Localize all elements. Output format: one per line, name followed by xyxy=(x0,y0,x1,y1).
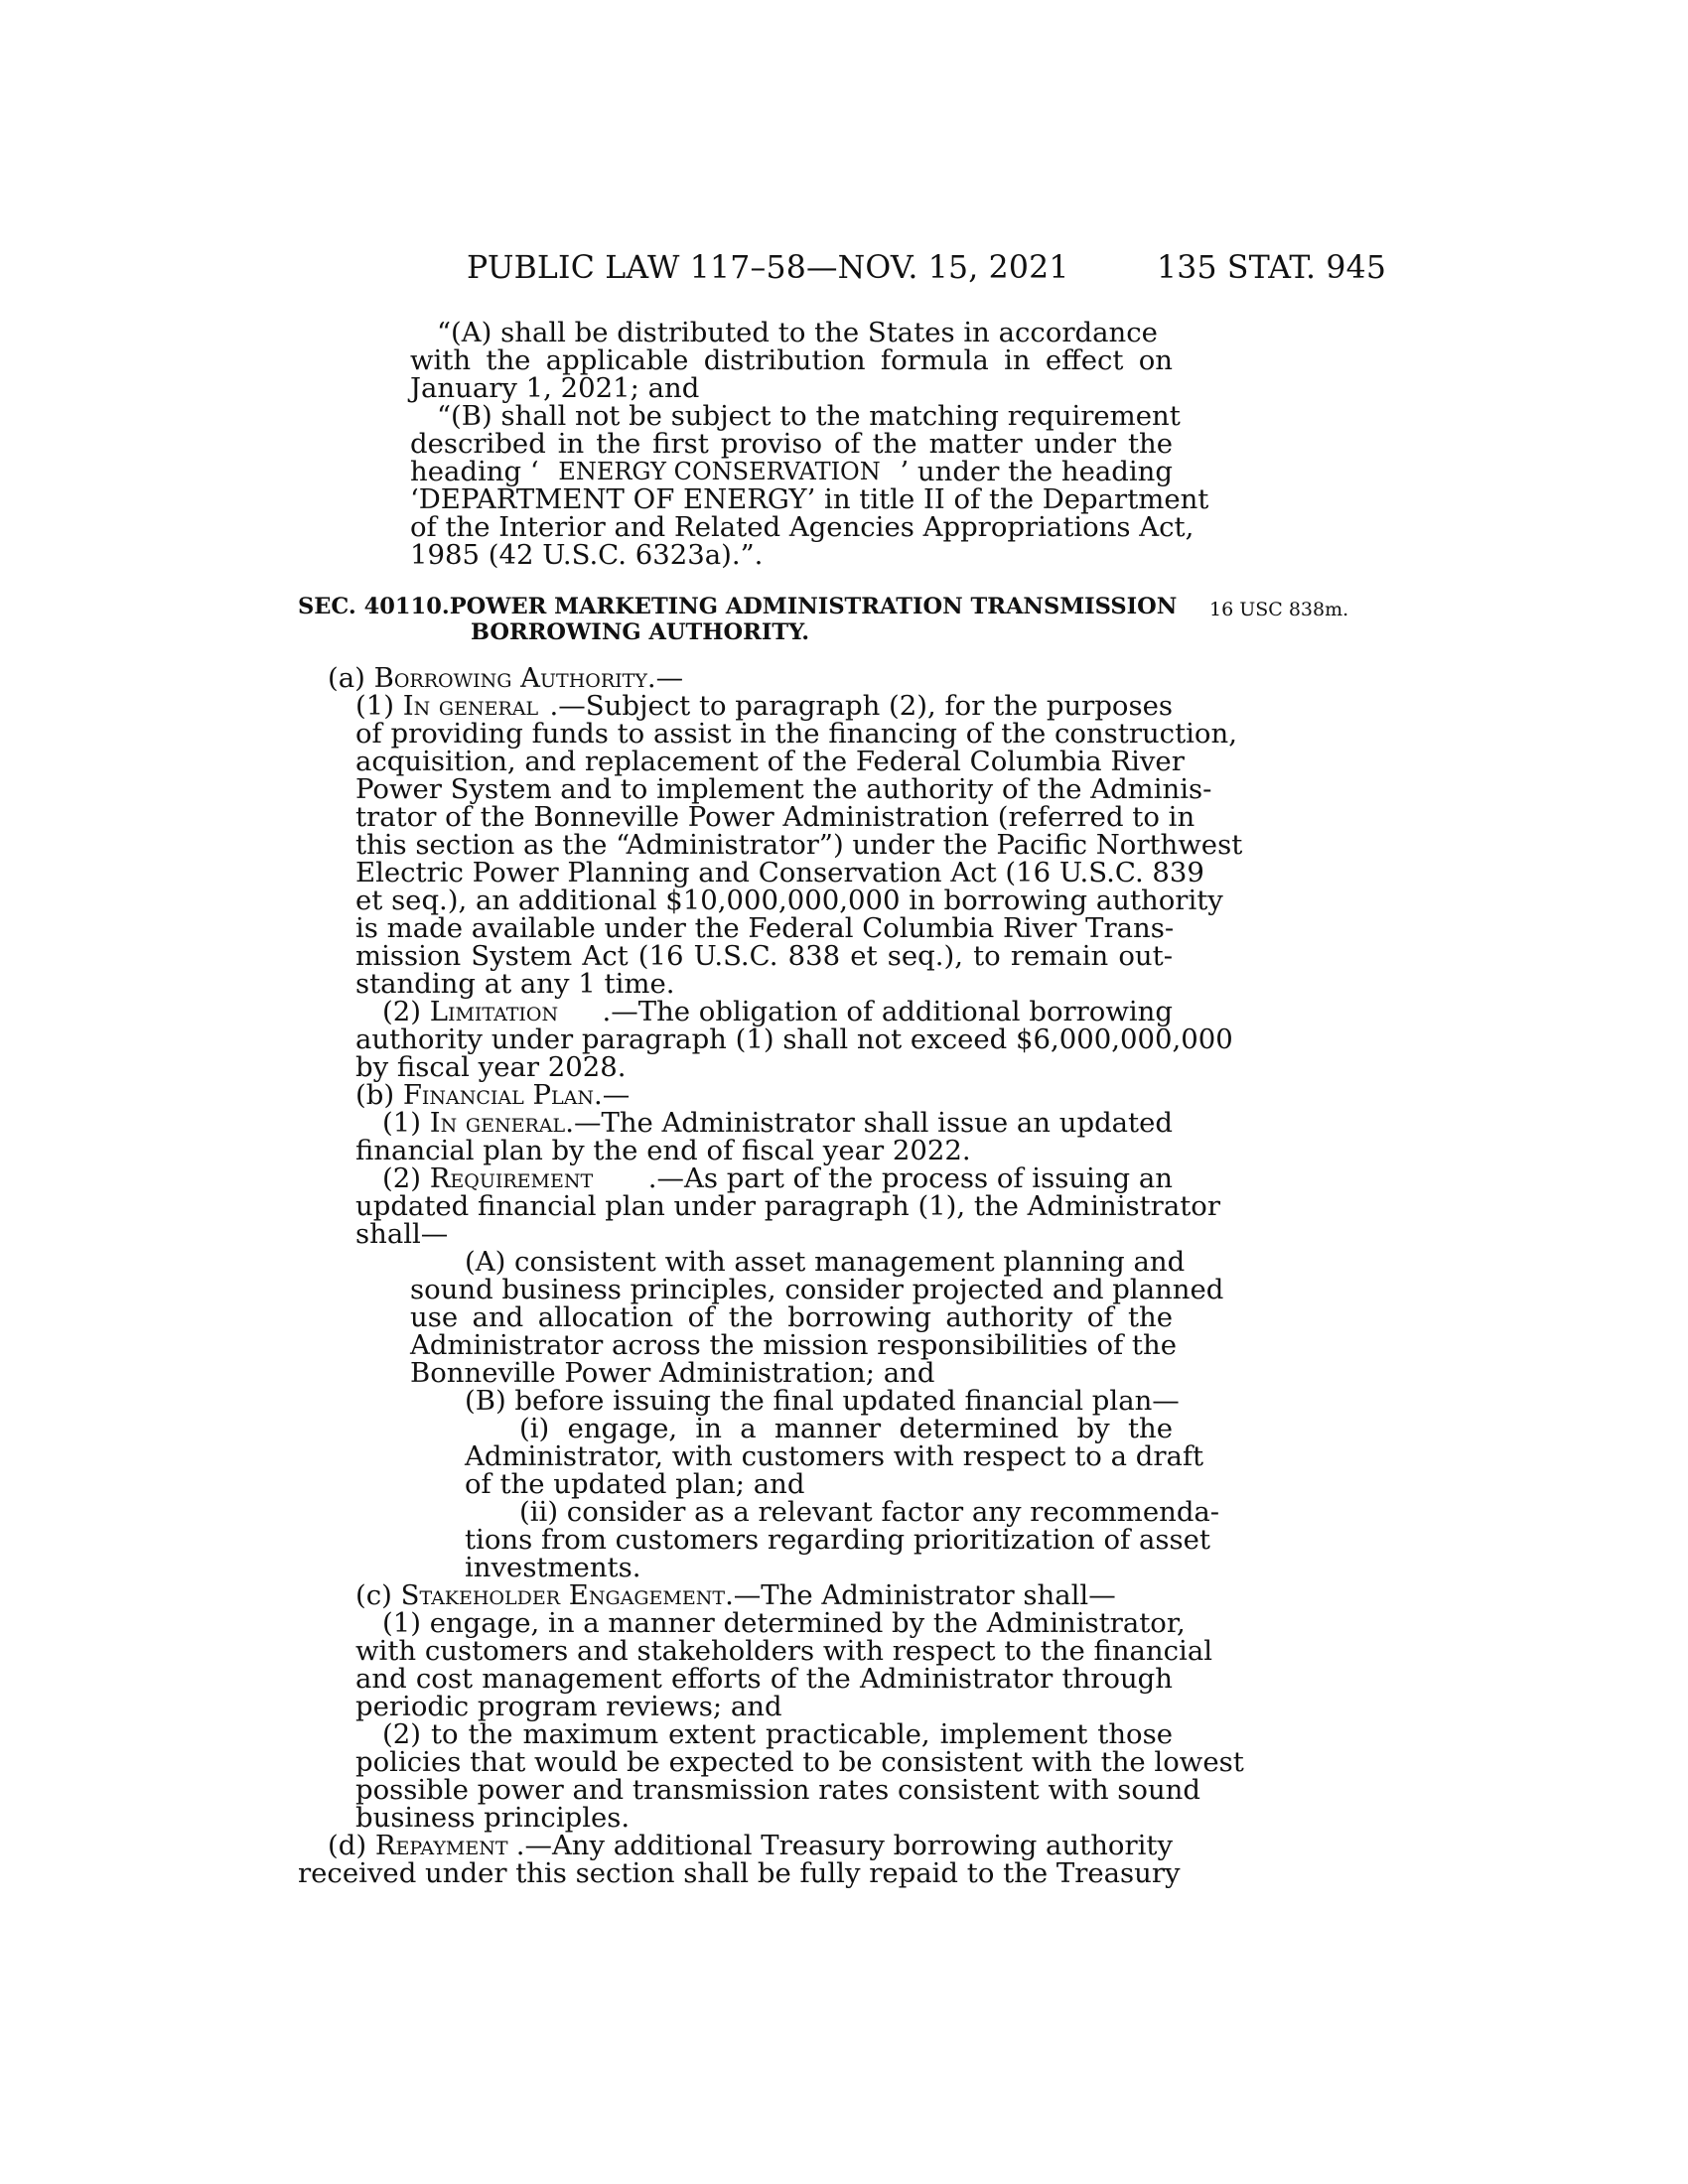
text-fragment: (b) xyxy=(355,1079,403,1111)
text-line: Electric Power Planning and Conservation Act (16 U.S.C. 839 xyxy=(355,857,1204,888)
text-line xyxy=(410,458,1173,485)
text-fragment: Stakeholder Engagement xyxy=(400,1579,726,1611)
text-line: standing at any 1 time. xyxy=(355,968,675,1000)
section-number: SEC. 40110. xyxy=(298,594,450,619)
section-heading xyxy=(298,594,1178,619)
text-fragment: .—As part of the process of issuing an xyxy=(647,1162,1173,1194)
text-line: with customers and stakeholders with respect to the financial xyxy=(355,1635,1213,1667)
text-line: of the Interior and Related Agencies Appropriations Act, xyxy=(410,511,1195,543)
text-line: (B) before issuing the final updated financial plan— xyxy=(465,1385,1180,1417)
text-line: authority under paragraph (1) shall not exceed $6,000,000,000 xyxy=(355,1024,1233,1055)
text-line: received under this section shall be fully repaid to the Treasury xyxy=(298,1857,1181,1889)
subsection-heading xyxy=(355,1081,630,1109)
text-fragment: .— xyxy=(646,662,684,694)
text-line: January 1, 2021; and xyxy=(410,372,700,404)
text-line: (A) consistent with asset management planning and xyxy=(465,1246,1186,1278)
text-line: possible power and transmission rates consistent with sound xyxy=(355,1774,1200,1806)
subsection-heading xyxy=(355,1581,1116,1609)
text-fragment: Financial Plan xyxy=(402,1079,594,1111)
text-line: et seq.), an additional $10,000,000,000 in borrowing authority xyxy=(355,885,1223,916)
text-fragment: .—Subject to paragraph (2), for the purposes xyxy=(549,690,1173,722)
text-line: updated financial plan under paragraph (1), the Administrator xyxy=(355,1190,1220,1222)
text-line: ‘DEPARTMENT OF ENERGY’ in title II of the Department xyxy=(410,483,1209,515)
text-fragment xyxy=(382,1109,565,1137)
paragraph-heading xyxy=(355,692,1173,720)
text-fragment: Repayment xyxy=(374,1830,508,1861)
text-fragment: heading ‘ xyxy=(410,456,539,487)
text-fragment xyxy=(355,692,538,720)
text-line: acquisition, and replacement of the Federal Columbia River xyxy=(355,746,1185,777)
subsection-heading xyxy=(328,1832,1173,1859)
text-line: this section as the “Administrator”) under the Pacific Northwest xyxy=(355,829,1243,861)
text-line: 1985 (42 U.S.C. 6323a).”. xyxy=(410,539,764,571)
text-line: investments. xyxy=(465,1552,641,1583)
section-title-line2: BORROWING AUTHORITY. xyxy=(471,619,810,645)
text-line: Power System and to implement the authority of the Adminis- xyxy=(355,773,1212,805)
text-line: (2) to the maximum extent practicable, implement those xyxy=(382,1718,1173,1750)
text-fragment: (1) xyxy=(355,690,403,722)
text-line: (i) engage, in a manner determined by the xyxy=(519,1413,1173,1444)
text-fragment: (c) xyxy=(355,1579,401,1611)
text-line: policies that would be expected to be consistent with the lowest xyxy=(355,1746,1244,1778)
text-line: “(B) shall not be subject to the matching requirement xyxy=(437,400,1181,432)
text-line: is made available under the Federal Columbia River Trans- xyxy=(355,912,1175,944)
text-fragment xyxy=(382,1164,593,1192)
running-header-title: PUBLIC LAW 117–58—NOV. 15, 2021 xyxy=(467,250,1069,286)
text-line: of providing funds to assist in the financing of the construction, xyxy=(355,718,1237,750)
text-fragment: In general xyxy=(402,690,539,722)
paragraph-heading xyxy=(382,998,1173,1025)
text-line: shall— xyxy=(355,1218,449,1250)
section-title-line1: POWER MARKETING ADMINISTRATION TRANSMISSION xyxy=(449,594,1178,619)
running-header-stat-page: 135 STAT. 945 xyxy=(1157,250,1387,286)
text-fragment: In general xyxy=(429,1107,566,1139)
text-fragment: ’ under the heading xyxy=(900,456,1173,487)
text-line: with the applicable distribution formula in effect on xyxy=(410,344,1173,376)
text-line: Administrator across the mission responsibilities of the xyxy=(410,1329,1177,1361)
text-fragment: .—Any additional Treasury borrowing authority xyxy=(515,1830,1173,1861)
text-fragment: Requirement xyxy=(429,1162,594,1194)
paragraph-heading xyxy=(382,1164,1173,1192)
text-line: by fiscal year 2028. xyxy=(355,1051,627,1083)
text-line: tions from customers regarding prioritization of asset xyxy=(465,1524,1210,1556)
text-fragment: .—The Administrator shall issue an updated xyxy=(565,1107,1173,1139)
text-line: trator of the Bonneville Power Administration (referred to in xyxy=(355,801,1196,833)
text-line: sound business principles, consider projected and planned xyxy=(410,1274,1224,1305)
paragraph-heading xyxy=(382,1109,1173,1137)
text-fragment xyxy=(382,998,558,1025)
text-line: periodic program reviews; and xyxy=(355,1691,782,1722)
text-fragment: (1) xyxy=(382,1107,430,1139)
text-line: of the updated plan; and xyxy=(465,1468,805,1500)
text-line: use and allocation of the borrowing authority of the xyxy=(410,1301,1173,1333)
text-fragment: .— xyxy=(593,1079,631,1111)
text-fragment: .—The obligation of additional borrowing xyxy=(602,996,1173,1027)
text-line: Bonneville Power Administration; and xyxy=(410,1357,935,1389)
text-fragment: (2) xyxy=(382,1162,430,1194)
text-fragment xyxy=(328,1832,508,1859)
text-line: (ii) consider as a relevant factor any recommenda- xyxy=(519,1496,1220,1528)
text-fragment: .—The Administrator shall— xyxy=(725,1579,1116,1611)
text-line: and cost management efforts of the Administrator through xyxy=(355,1663,1173,1695)
text-fragment: (2) xyxy=(382,996,430,1027)
text-line: (1) engage, in a manner determined by the Administrator, xyxy=(382,1607,1186,1639)
text-fragment: (d) xyxy=(328,1830,375,1861)
text-fragment: Limitation xyxy=(429,996,559,1027)
text-line: Administrator, with customers with respect to a draft xyxy=(465,1440,1204,1472)
text-line: business principles. xyxy=(355,1802,631,1834)
text-fragment: (a) xyxy=(328,662,374,694)
text-fragment: Borrowing Authority xyxy=(373,662,647,694)
text-line: “(A) shall be distributed to the States in accordance xyxy=(437,317,1158,348)
margin-note: 16 USC 838m. xyxy=(1209,599,1349,620)
text-fragment: ENERGY CONSERVATION xyxy=(558,458,881,485)
text-line: described in the first proviso of the matter under the xyxy=(410,428,1173,460)
text-line: financial plan by the end of fiscal year 2022. xyxy=(355,1135,971,1166)
subsection-heading xyxy=(328,664,683,692)
text-line: mission System Act (16 U.S.C. 838 et seq.), to remain out- xyxy=(355,940,1173,972)
